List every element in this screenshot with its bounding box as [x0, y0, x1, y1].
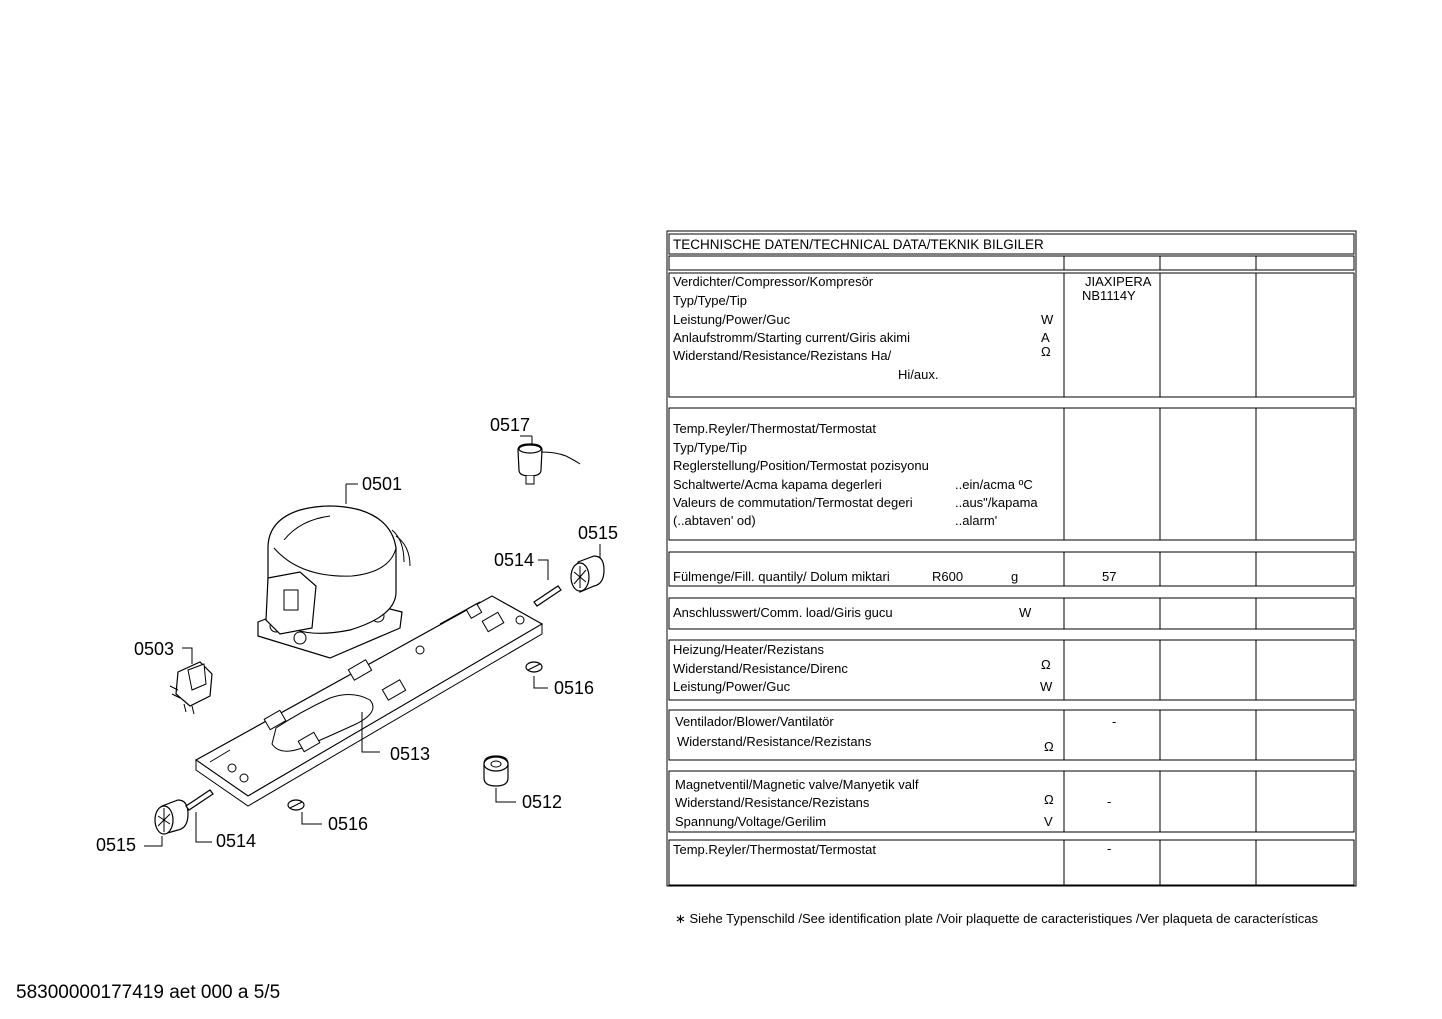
thermostat-row-5: (..abtaven' od)	[673, 513, 756, 528]
valve-value: -	[1107, 794, 1112, 809]
thermostat-row-4: Valeurs de commutation/Termostat degeri	[673, 495, 913, 510]
compressor-row-4: Widerstand/Resistance/Rezistans Ha/	[673, 348, 892, 363]
valve-row-1: Widerstand/Resistance/Rezistans	[675, 795, 870, 810]
heater-unit-power: W	[1040, 679, 1053, 694]
part-label-0514-lower: 0514	[216, 831, 257, 851]
compressor-unit-current: A	[1041, 330, 1050, 345]
heater-row-0: Heizung/Heater/Rezistans	[673, 642, 825, 657]
part-label-0514-upper: 0514	[494, 550, 535, 570]
heater-row-1: Widerstand/Resistance/Direnc	[673, 661, 848, 676]
blower-unit: Ω	[1044, 739, 1054, 754]
blower-row-0: Ventilador/Blower/Vantilatör	[675, 714, 834, 729]
part-label-0517: 0517	[490, 415, 531, 435]
fill-unit: g	[1011, 569, 1019, 584]
blower-row-1: Widerstand/Resistance/Rezistans	[677, 734, 872, 749]
part-0512-drawing	[484, 756, 516, 802]
compressor-row-0: Verdichter/Compressor/Kompresör	[673, 274, 874, 289]
load-label: Anschlusswert/Comm. load/Giris gucu	[673, 605, 893, 620]
thermostat2-value: -	[1107, 841, 1112, 856]
part-label-0501: 0501	[362, 474, 403, 494]
thermostat2-label: Temp.Reyler/Thermostat/Termostat	[673, 842, 877, 857]
thermostat-sub-on: ..ein/acma ºC	[955, 477, 1033, 492]
part-label-0516-lower: 0516	[328, 814, 369, 834]
compressor-unit-power: W	[1041, 312, 1054, 327]
valve-unit-voltage: V	[1044, 814, 1053, 829]
compressor-value-type: NB1114Y	[1082, 288, 1136, 303]
technical-data-table	[667, 231, 1356, 886]
compressor-row-1: Typ/Type/Tip	[673, 293, 747, 308]
blower-value: -	[1112, 714, 1117, 729]
fill-label: Fülmenge/Fill. quantily/ Dolum miktari	[673, 569, 890, 584]
heater-unit-resistance: Ω	[1041, 657, 1051, 672]
heater-row-2: Leistung/Power/Guc	[673, 679, 791, 694]
valve-unit-resistance: Ω	[1044, 792, 1054, 807]
part-0514a-drawing	[534, 560, 561, 606]
thermostat-row-0: Temp.Reyler/Thermostat/Termostat	[673, 421, 877, 436]
compressor-row-2: Leistung/Power/Guc	[673, 312, 791, 327]
part-0516a-drawing	[526, 662, 548, 688]
document-footer-id: 58300000177419 aet 000 a 5/5	[16, 982, 281, 1003]
part-label-0515-upper: 0515	[578, 523, 619, 543]
valve-row-2: Spannung/Voltage/Gerilim	[675, 814, 827, 829]
part-label-0503: 0503	[134, 639, 175, 659]
valve-row-0: Magnetventil/Magnetic valve/Manyetik valf	[675, 777, 919, 792]
thermostat-sub-off: ..aus"/kapama	[955, 495, 1038, 510]
fill-refrigerant: R600	[932, 569, 964, 584]
compressor-row-5: Hi/aux.	[898, 367, 939, 382]
part-0516b-drawing	[288, 800, 322, 824]
thermostat-row-2: Reglerstellung/Position/Termostat pozisyonu	[673, 458, 929, 473]
fill-value: 57	[1102, 569, 1117, 584]
part-label-0513: 0513	[390, 744, 431, 764]
compressor-unit-resistance: Ω	[1041, 344, 1051, 359]
part-label-0515-lower: 0515	[96, 835, 137, 855]
thermostat-row-1: Typ/Type/Tip	[673, 440, 747, 455]
thermostat-row-3: Schaltwerte/Acma kapama degerleri	[673, 477, 882, 492]
part-label-0512: 0512	[522, 792, 563, 812]
thermostat-sub-alarm: ..alarm'	[955, 513, 998, 528]
part-0501-drawing	[258, 484, 410, 658]
part-0517-drawing	[518, 436, 580, 484]
identification-plate-note: ∗ Siehe Typenschild /See identification plate /Voir plaquette de caracteristiques /Ver plaqueta de características	[675, 911, 1318, 926]
part-0503-drawing	[170, 648, 212, 714]
table-title: TECHNISCHE DATEN/TECHNICAL DATA/TEKNIK BILGILER	[673, 237, 1044, 252]
part-0515a-drawing	[571, 544, 604, 592]
part-0514b-drawing	[186, 790, 213, 842]
compressor-row-3: Anlaufstromm/Starting current/Giris akimi	[673, 330, 910, 345]
part-label-0516-upper: 0516	[554, 678, 595, 698]
compressor-value-maker: JIAXIPERA	[1085, 274, 1152, 289]
load-unit: W	[1019, 605, 1032, 620]
part-0515b-drawing	[144, 800, 188, 846]
